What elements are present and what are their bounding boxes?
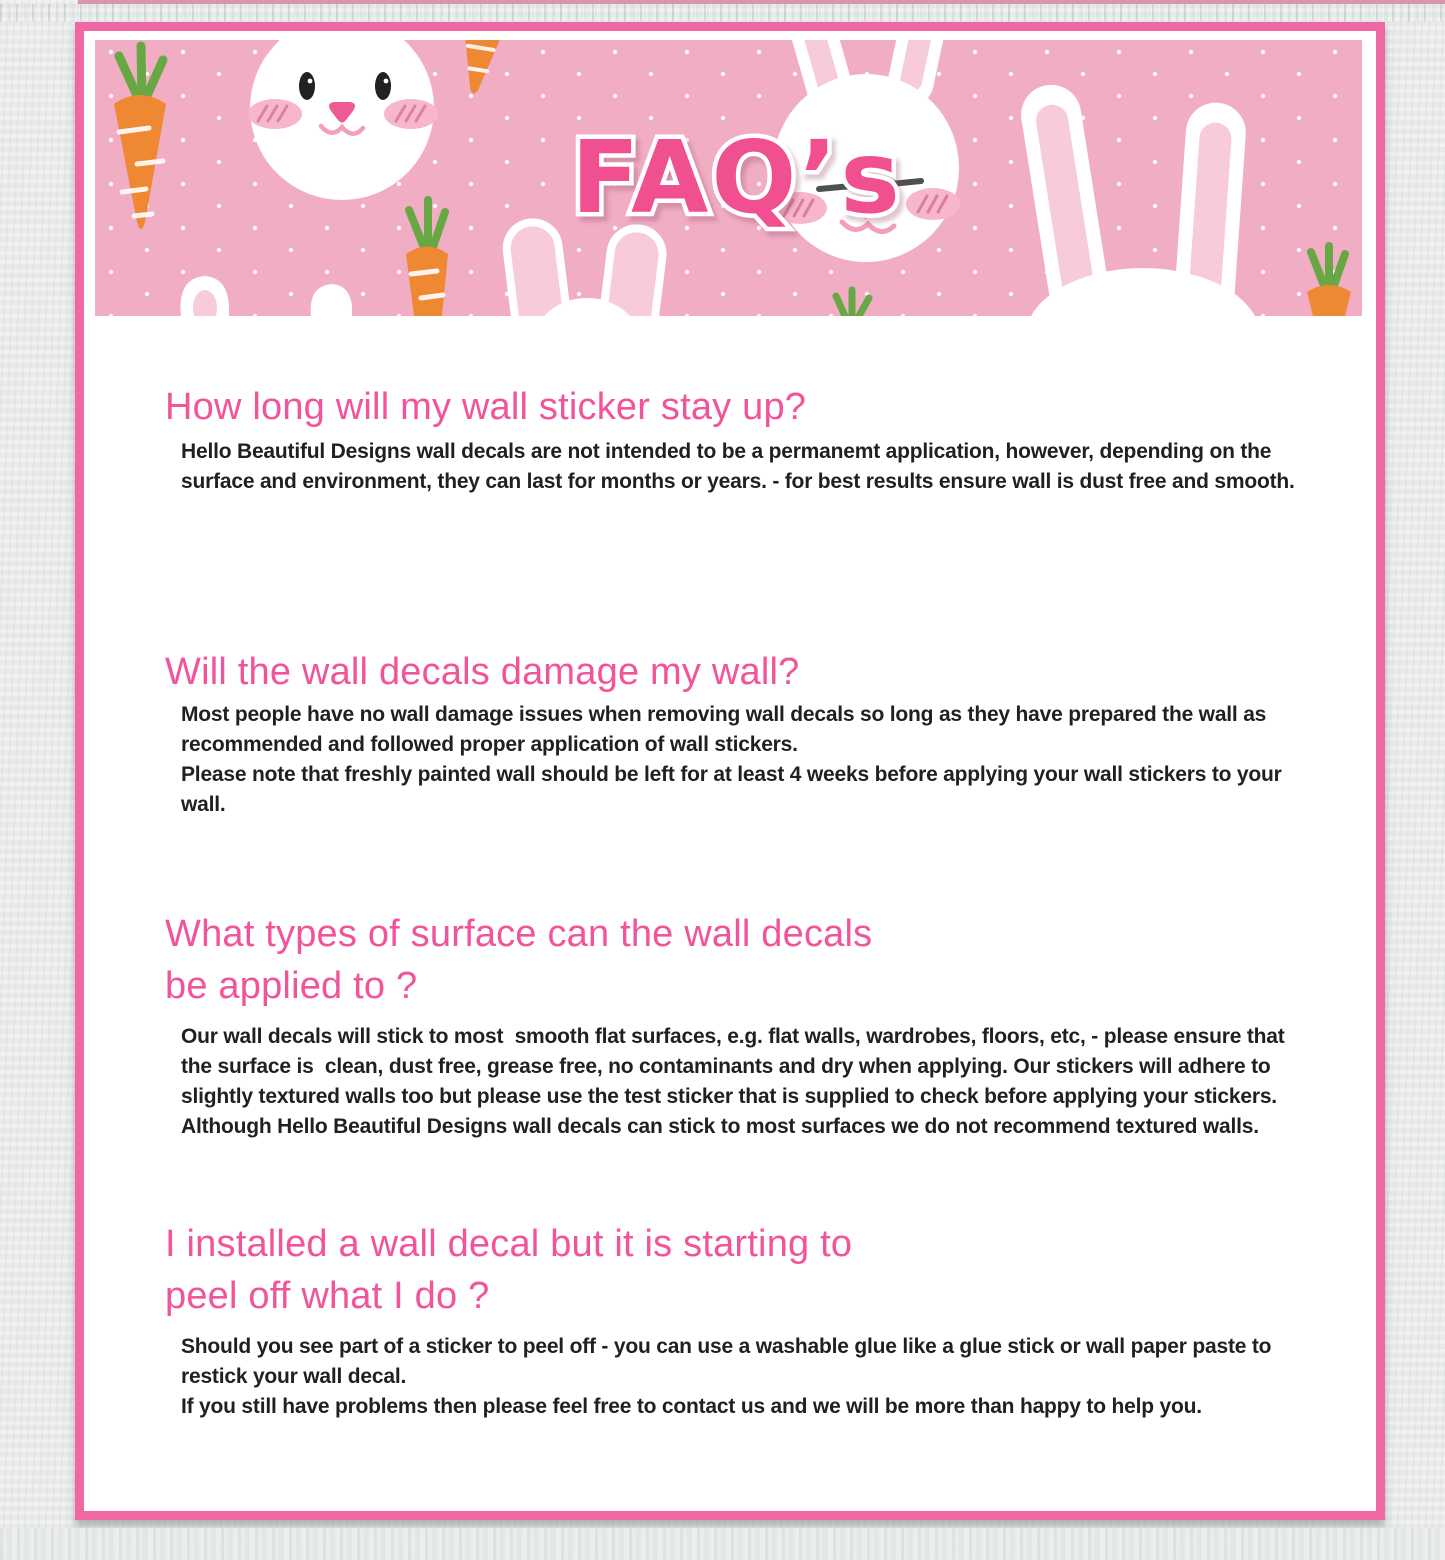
faq-question: Will the wall decals damage my wall? (165, 651, 800, 693)
bottom-texture-band (0, 1528, 1445, 1560)
faq-banner (95, 40, 1362, 316)
faq-answer: Hello Beautiful Designs wall decals are not intended to be a permanemt application, however, depending on the surface and environment, they can last for months or years. - for best results ensure wall is dust free and smooth. (181, 440, 1295, 493)
faq-answer: Should you see part of a sticker to peel off - you can use a washable glue like a glue stick or wall paper paste to restick your wall decal. If you still have problems then please feel free to contact us and we will be more than happy to help you. (181, 1335, 1272, 1418)
faq-item (165, 381, 1345, 497)
faq-page (75, 22, 1385, 1520)
top-texture-band (0, 4, 1445, 21)
faq-item (165, 908, 1345, 1142)
faq-question: How long will my wall sticker stay up? (165, 386, 807, 428)
banner-illustration (95, 40, 1362, 316)
carrot-icon (406, 200, 448, 316)
faq-question: What types of surface can the wall decals be applied to ? (165, 913, 873, 1007)
faq-question: I installed a wall decal but it is starting to peel off what I do ? (165, 1223, 853, 1317)
faq-answer: Most people have no wall damage issues when removing wall decals so long as they have prepared the wall as recommended and followed proper application of wall stickers. Please note that freshly painted wall should be left for at least 4 weeks before applying your wall stickers to your wall. (181, 703, 1282, 816)
faq-item (165, 1218, 1345, 1422)
banner-title: FAQ’s (571, 119, 903, 236)
faq-item (165, 646, 1345, 820)
faq-answer: Our wall decals will stick to most smooth flat surfaces, e.g. flat walls, wardrobes, floors, etc, - please ensure that the surface is clean, dust free, grease free, no contaminants and dry when applying. Our stickers will adhere to slightly textured walls too but please use the test sticker that is supplied to check before applying your stickers. Although Hello Beautiful Designs wall decals can stick to most surfaces we do not recommend textured walls. (181, 1025, 1285, 1138)
